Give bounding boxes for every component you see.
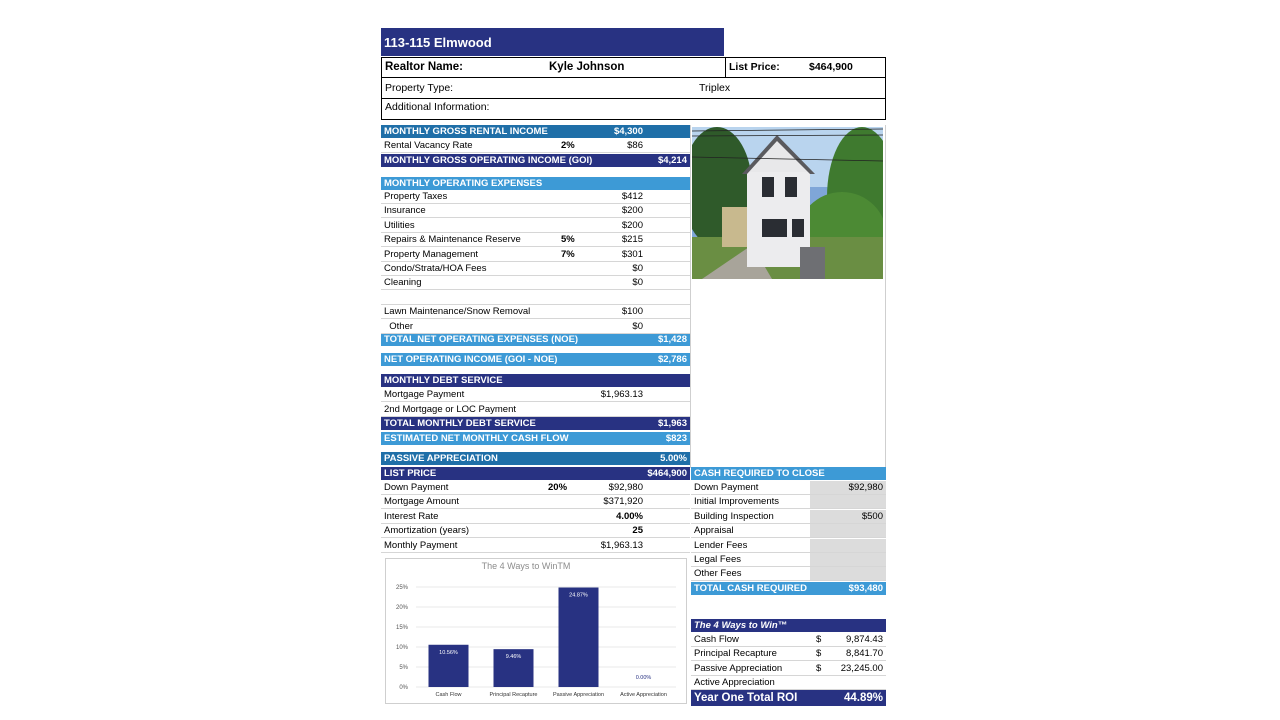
expense-value: $200 (621, 219, 643, 231)
total-debt-value: $1,963 (657, 418, 687, 429)
expense-value: $0 (632, 320, 643, 332)
closing-label: Initial Improvements (694, 496, 780, 508)
mortgage-payment-label: Mortgage Payment (384, 389, 465, 400)
expense-value: $200 (621, 205, 643, 217)
chart-y-tick: 20% (395, 605, 408, 611)
closing-row (691, 481, 886, 495)
closing-row (691, 567, 886, 581)
chart-x-tick: Cash Flow (435, 692, 462, 698)
ways-value: 9,874.43 (846, 634, 883, 645)
closing-input-cell (810, 539, 886, 552)
gross-income-value: $4,300 (613, 126, 643, 137)
expense-row (381, 233, 690, 247)
closing-value: $92,980 (848, 482, 883, 493)
closing-row (691, 539, 886, 553)
goi-label: MONTHLY GROSS OPERATING INCOME (GOI) (384, 155, 593, 166)
ways-value: 23,245.00 (840, 662, 883, 674)
chart-svg (386, 559, 686, 703)
cashflow-label: ESTIMATED NET MONTHLY CASH FLOW (384, 433, 569, 444)
total-debt-band (381, 417, 690, 430)
expense-label: Lawn Maintenance/Snow Removal (384, 306, 531, 318)
expense-label: Utilities (384, 219, 415, 231)
chart-y-tick: 15% (395, 625, 408, 631)
amortization-value: 25 (632, 525, 643, 536)
chart-bar (559, 588, 599, 687)
noe-value: $1,428 (657, 334, 687, 345)
expense-row (381, 219, 690, 233)
mortgage-amount-label: Mortgage Amount (384, 496, 459, 507)
right-panel-border (690, 125, 886, 468)
mortgage-payment-value: $1,963.13 (600, 389, 643, 400)
vacancy-row (381, 139, 690, 153)
realtor-label: Realtor Name: (385, 61, 463, 73)
amortization-label: Amortization (years) (384, 525, 469, 536)
appreciation-value: 5.00% (660, 453, 687, 464)
financing-list-price-label: LIST PRICE (384, 468, 437, 479)
ways-label: Cash Flow (694, 634, 739, 645)
chart-y-tick: 5% (399, 665, 408, 671)
closing-title: CASH REQUIRED TO CLOSE (694, 468, 825, 479)
closing-label: Lender Fees (694, 539, 748, 551)
ways-label: Passive Appreciation (694, 662, 783, 674)
ways-currency: $ (816, 648, 822, 660)
expense-label: Cleaning (384, 277, 422, 289)
appreciation-label: PASSIVE APPRECIATION (384, 453, 498, 464)
chart-y-tick: 0% (399, 685, 408, 691)
debt-band (381, 374, 690, 387)
expense-value: $100 (621, 306, 643, 318)
debt-title: MONTHLY DEBT SERVICE (384, 375, 503, 386)
expense-row (381, 276, 690, 290)
property-type-label: Property Type: (385, 82, 454, 94)
down-payment-value: $92,980 (608, 482, 643, 493)
closing-label: Down Payment (694, 482, 759, 493)
closing-row (691, 524, 886, 538)
list-price-value: $464,900 (809, 61, 853, 73)
chart-data-label: 0.00% (635, 675, 652, 681)
expense-value: $0 (632, 263, 643, 274)
goi-band (381, 154, 690, 167)
ways-label: Principal Recapture (694, 648, 777, 660)
closing-label: Appraisal (694, 525, 734, 537)
expense-row (381, 305, 690, 319)
vacancy-value: $86 (627, 140, 643, 151)
chart-data-label: 24.87% (569, 592, 588, 599)
property-title: 113-115 Elmwood (381, 28, 724, 56)
expense-value: $0 (632, 277, 643, 289)
noe-band (381, 333, 690, 346)
expenses-title: MONTHLY OPERATING EXPENSES (384, 178, 543, 189)
realtor-value: Kyle Johnson (549, 61, 625, 73)
goi-value: $4,214 (657, 155, 687, 166)
down-payment-label: Down Payment (384, 482, 449, 493)
noi-value: $2,786 (657, 354, 687, 365)
divider (725, 57, 726, 78)
closing-value: $500 (861, 510, 883, 522)
cashflow-value: $823 (665, 433, 687, 444)
expense-label: Property Management (384, 248, 478, 260)
chart-x-tick: Active Appreciation (620, 692, 667, 698)
list-price-label: List Price: (729, 61, 780, 73)
mortgage-payment-row (381, 388, 690, 402)
ways-band (691, 619, 886, 632)
ways-title: The 4 Ways to Win™ (694, 620, 788, 631)
roi-label: Year One Total ROI (694, 692, 798, 704)
realtor-row (381, 57, 886, 78)
noe-label: TOTAL NET OPERATING EXPENSES (NOE) (384, 334, 579, 345)
down-payment-row (381, 481, 690, 495)
total-cash-label: TOTAL CASH REQUIRED (694, 583, 807, 594)
expense-value: $215 (621, 234, 643, 246)
expense-row (381, 204, 690, 218)
ways-row (691, 633, 886, 647)
property-type-value: Triplex (699, 82, 731, 94)
closing-input-cell (810, 567, 886, 580)
ways-label: Active Appreciation (694, 677, 775, 689)
chart-x-tick: Principal Recapture (489, 692, 538, 698)
expense-row (381, 190, 690, 204)
closing-row (691, 510, 886, 524)
expense-pct: 5% (561, 234, 575, 246)
monthly-payment-row (381, 539, 690, 553)
monthly-payment-value: $1,963.13 (600, 540, 643, 551)
investment-sheet (381, 28, 886, 706)
ways-row (691, 647, 886, 661)
closing-input-cell (810, 524, 886, 537)
list-price-band (381, 467, 690, 480)
additional-info-label: Additional Information: (385, 101, 490, 113)
total-cash-value: $93,480 (848, 583, 883, 594)
property-type-row (381, 77, 886, 99)
closing-label: Building Inspection (694, 510, 774, 522)
expense-row (381, 320, 690, 334)
monthly-payment-label: Monthly Payment (384, 540, 458, 551)
amortization-row (381, 524, 690, 538)
interest-rate-row (381, 510, 690, 524)
expense-row (381, 262, 690, 276)
vacancy-label: Rental Vacancy Rate (384, 140, 473, 151)
interest-rate-label: Interest Rate (384, 511, 439, 522)
expense-label: Insurance (384, 205, 426, 217)
mortgage-amount-row (381, 495, 690, 509)
down-payment-pct: 20% (548, 482, 568, 493)
gross-income-label: MONTHLY GROSS RENTAL INCOME (384, 126, 548, 137)
chart-data-label: 9.46% (505, 654, 522, 661)
expense-label: Other (384, 320, 414, 332)
chart-title: The 4 Ways to WinTM (481, 561, 571, 571)
expense-pct: 7% (561, 248, 575, 260)
closing-input-cell (810, 553, 886, 566)
second-mortgage-label: 2nd Mortgage or LOC Payment (384, 404, 517, 415)
closing-row (691, 495, 886, 509)
noi-band (381, 353, 690, 366)
chart-y-tick: 25% (395, 585, 408, 591)
chart-x-tick: Passive Appreciation (552, 692, 605, 698)
interest-rate-value: 4.00% (616, 511, 643, 522)
roi-band (691, 690, 886, 706)
expense-label: Property Taxes (384, 191, 448, 202)
expenses-band (381, 177, 690, 190)
expense-label: Repairs & Maintenance Reserve (384, 234, 521, 246)
roi-value: 44.89% (843, 692, 883, 704)
total-debt-label: TOTAL MONTHLY DEBT SERVICE (384, 418, 536, 429)
gross-income-band (381, 125, 690, 138)
mortgage-amount-value: $371,920 (603, 496, 643, 507)
ways-row (691, 676, 886, 690)
total-cash-band (691, 582, 886, 595)
expense-row (381, 248, 690, 262)
vacancy-pct: 2% (561, 140, 575, 151)
noi-label: NET OPERATING INCOME (GOI - NOE) (384, 354, 558, 365)
appreciation-band (381, 452, 690, 465)
ways-currency: $ (816, 662, 822, 674)
closing-label: Legal Fees (694, 554, 742, 565)
closing-row (691, 553, 886, 567)
second-mortgage-row (381, 403, 690, 417)
additional-info-row (381, 98, 886, 120)
closing-input-cell (810, 495, 886, 508)
expense-label: Condo/Strata/HOA Fees (384, 263, 487, 274)
chart-y-tick: 10% (395, 645, 408, 651)
ways-row (691, 662, 886, 676)
cashflow-band (381, 432, 690, 445)
expense-row (381, 291, 690, 305)
ways-currency: $ (816, 634, 822, 645)
chart-data-label: 10.56% (439, 649, 458, 656)
ways-value: 8,841.70 (846, 648, 883, 660)
financing-list-price-value: $464,900 (647, 468, 687, 479)
closing-band (691, 467, 886, 480)
expense-value: $301 (621, 248, 643, 260)
closing-label: Other Fees (694, 568, 742, 580)
four-ways-chart (385, 558, 687, 704)
expense-value: $412 (621, 191, 643, 202)
